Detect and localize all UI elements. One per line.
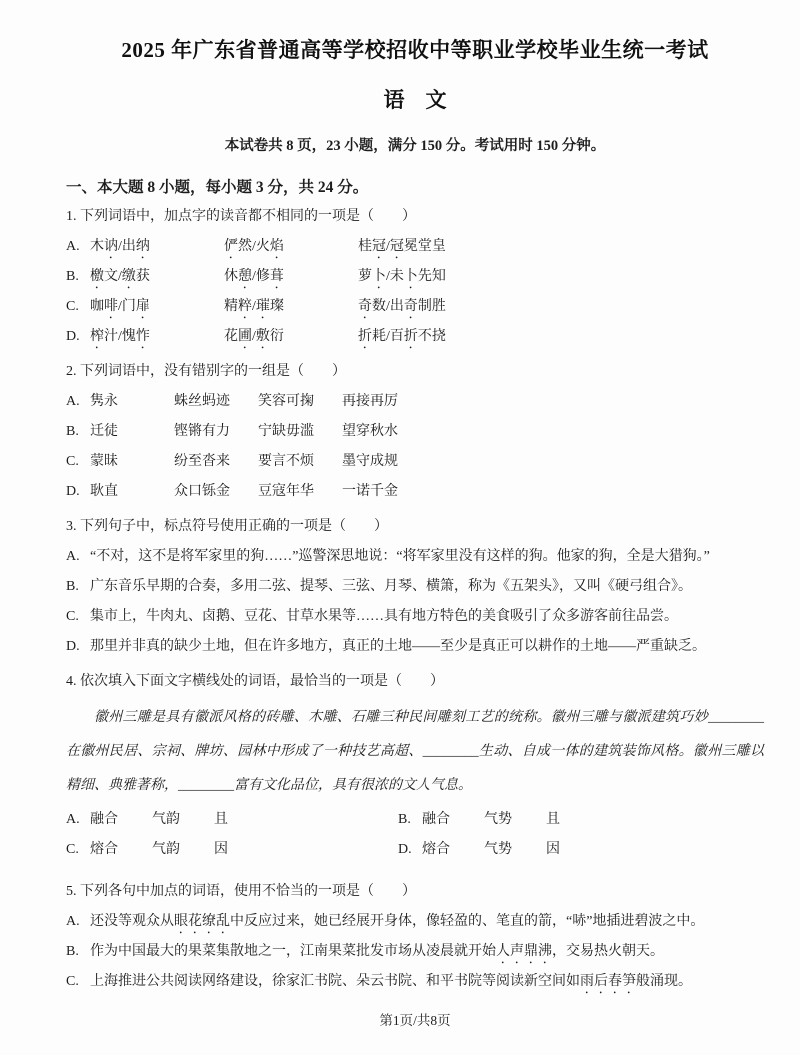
q2-stem: 2. 下列词语中，没有错别字的一组是（ ） <box>66 364 346 379</box>
page-footer: 第1页/共8页 <box>379 1013 451 1028</box>
option-label: B. <box>66 944 79 959</box>
word: 铿锵有力 <box>174 424 230 439</box>
word: 再接再厉 <box>342 394 398 409</box>
word: 蒙昧 <box>90 454 118 469</box>
option-label: A. <box>66 394 80 409</box>
q1-option-c <box>66 292 764 322</box>
q5-option-b <box>66 937 764 967</box>
option-label: D. <box>66 484 80 499</box>
q4-passage: 徽州三雕是具有徽派风格的砖雕、木雕、石雕三种民间雕刻工艺的统称。徽州三雕与徽派建筑巧妙________在徽州民居、宗祠、牌坊、园林中形成了一种技艺高超、________生动、自成一体的建筑装饰风格。徽州三雕以精细、典雅著称，________富有文化品位，具有很浓的文人气息。 <box>66 710 764 793</box>
option-label: A. <box>66 914 80 929</box>
q4-option-d <box>398 835 764 865</box>
word: 宁缺毋滥 <box>258 424 314 439</box>
question-5 <box>66 877 764 997</box>
option-label: C. <box>66 454 79 469</box>
word: 耿直 <box>90 484 118 499</box>
word: 熔合 <box>90 842 118 857</box>
q2-option-b <box>66 417 764 447</box>
word: 气韵 <box>152 812 180 827</box>
question-1 <box>66 202 764 352</box>
q4-option-a <box>66 805 398 835</box>
word-pair: 休憩/修葺 <box>224 269 284 284</box>
q3-option-d <box>66 632 764 662</box>
subject-title: 语 文 <box>383 88 447 112</box>
word: 且 <box>546 812 560 827</box>
section-heading: 一、本大题 8 小题，每小题 3 分，共 24 分。 <box>66 179 369 196</box>
sentence: 那里并非真的缺少土地，但在许多地方，真正的土地——至少是真正可以耕作的土地——严重缺乏。 <box>90 639 706 654</box>
q2-option-c <box>66 447 764 477</box>
option-label: A. <box>66 812 80 827</box>
option-label: B. <box>66 579 79 594</box>
word: 纷至沓来 <box>174 454 230 469</box>
word-pair: 花圃/敷衍 <box>224 329 284 344</box>
word: 因 <box>546 842 560 857</box>
word: 融合 <box>90 812 118 827</box>
word: 且 <box>214 812 228 827</box>
word: 气势 <box>484 842 512 857</box>
word-pair: 折耗/百折不挠 <box>358 329 446 344</box>
q4-option-c <box>66 835 398 865</box>
option-label: B. <box>66 424 79 439</box>
word: 熔合 <box>422 842 450 857</box>
option-label: A. <box>66 549 80 564</box>
page-title: 2025 年广东省普通高等学校招收中等职业学校毕业生统一考试 <box>121 38 709 62</box>
sentence: 还没等观众从眼花缭乱中反应过来，她已经展开身体，像轻盈的、笔直的箭，“哧”地插进碧波之中。 <box>90 914 705 929</box>
q4-stem: 4. 依次填入下面文字横线处的词语，最恰当的一项是（ ） <box>66 674 444 689</box>
option-label: D. <box>66 639 80 654</box>
q4-option-b <box>398 805 764 835</box>
sentence: “不对，这不是将军家里的狗……”巡警深思地说：“将军家里没有这样的狗。他家的狗，全是大猎狗。” <box>90 549 710 564</box>
word-pair: 咖啡/门扉 <box>90 299 150 314</box>
question-3 <box>66 512 764 662</box>
word-pair: 桂冠/冠冕堂皇 <box>358 239 446 254</box>
option-label: B. <box>66 269 79 284</box>
option-label: C. <box>66 974 79 989</box>
word: 要言不烦 <box>258 454 314 469</box>
q5-option-a <box>66 907 764 937</box>
q3-option-a <box>66 542 764 572</box>
word-pair: 榨汁/愧怍 <box>90 329 150 344</box>
word: 豆寇年华 <box>258 484 314 499</box>
q1-option-a <box>66 232 764 262</box>
word-pair: 木讷/出纳 <box>90 239 150 254</box>
word-pair: 精粹/璀璨 <box>224 299 284 314</box>
word: 蛛丝蚂迹 <box>174 394 230 409</box>
q2-option-a <box>66 387 764 417</box>
word: 笑容可掬 <box>258 394 314 409</box>
word: 迁徒 <box>90 424 118 439</box>
option-label: C. <box>66 609 79 624</box>
word: 因 <box>214 842 228 857</box>
word: 气势 <box>484 812 512 827</box>
question-4 <box>66 667 764 865</box>
q3-option-c <box>66 602 764 632</box>
option-label: D. <box>398 842 412 857</box>
word: 望穿秋水 <box>342 424 398 439</box>
q1-option-b <box>66 262 764 292</box>
word: 气韵 <box>152 842 180 857</box>
word: 一诺千金 <box>342 484 398 499</box>
option-label: A. <box>66 239 80 254</box>
option-label: C. <box>66 299 79 314</box>
option-label: C. <box>66 842 79 857</box>
word: 众口铄金 <box>174 484 230 499</box>
q5-stem: 5. 下列各句中加点的词语，使用不恰当的一项是（ ） <box>66 884 416 899</box>
q2-option-d <box>66 477 764 507</box>
word-pair: 萝卜/未卜先知 <box>358 269 446 284</box>
sentence: 上海推进公共阅读网络建设，徐家汇书院、朵云书院、和平书院等阅读新空间如雨后春笋般涌现。 <box>90 974 692 989</box>
sentence: 作为中国最大的果菜集散地之一，江南果菜批发市场从凌晨就开始人声鼎沸，交易热火朝天。 <box>90 944 664 959</box>
option-label: B. <box>398 812 411 827</box>
sentence: 集市上，牛肉丸、卤鹅、豆花、甘草水果等……具有地方特色的美食吸引了众多游客前往品尝。 <box>90 609 678 624</box>
q1-option-d <box>66 322 764 352</box>
q3-option-b <box>66 572 764 602</box>
exam-info: 本试卷共 8 页，23 小题，满分 150 分。考试用时 150 分钟。 <box>224 138 606 154</box>
word-pair: 檄文/缴获 <box>90 269 150 284</box>
word-pair: 奇数/出奇制胜 <box>358 299 446 314</box>
question-2 <box>66 357 764 507</box>
q4-options <box>66 805 764 865</box>
q5-option-c <box>66 967 764 997</box>
word: 隽永 <box>90 394 118 409</box>
word: 融合 <box>422 812 450 827</box>
sentence: 广东音乐早期的合奏，多用二弦、提琴、三弦、月琴、横箫，称为《五架头》，又叫《硬弓组合》。 <box>90 579 692 594</box>
word: 墨守成规 <box>342 454 398 469</box>
word-pair: 俨然/火焰 <box>224 239 284 254</box>
q3-stem: 3. 下列句子中，标点符号使用正确的一项是（ ） <box>66 519 388 534</box>
q1-stem: 1. 下列词语中，加点字的读音都不相同的一项是（ ） <box>66 209 416 224</box>
option-label: D. <box>66 329 80 344</box>
